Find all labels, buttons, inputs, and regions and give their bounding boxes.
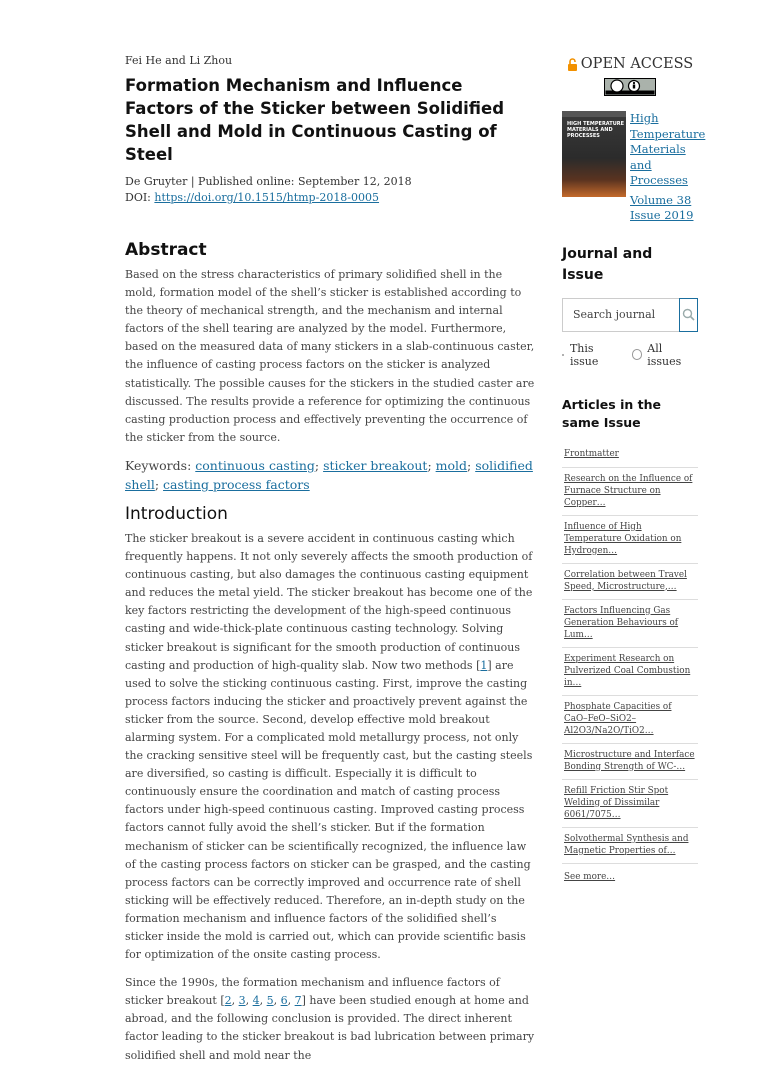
see-more-link[interactable]: See more… xyxy=(564,871,616,882)
list-item xyxy=(562,564,698,600)
radio-all-issues[interactable] xyxy=(632,349,643,360)
sidebar xyxy=(562,54,706,882)
list-item xyxy=(562,744,698,780)
publisher-line: De Gruyter | Published online: September 12, 2018 xyxy=(125,175,412,188)
list-item xyxy=(562,648,698,696)
reference-link[interactable]: 4 xyxy=(252,994,260,1008)
article-link[interactable]: Solvothermal Synthesis and Magnetic Properties of… xyxy=(564,833,689,856)
article-link[interactable]: Influence of High Temperature Oxidation on Hydrogen… xyxy=(564,521,682,556)
cover-band xyxy=(562,111,626,117)
reference-link[interactable]: 1 xyxy=(480,658,488,672)
intro-text: ] are used to solve the sticking continuous casting. First, improve the casting process factors inducing the sticker and proactively prevent against the sticker from the source. Second, develop effective mold breakout alarming system. For a complicated mold metallurgy process, not only the cracking sensitive steel will be frequently cast, but the casting steels are diversified, so casting is difficult. Especially it is difficult to continuously ensure the coordination and match of casting process factors under high-speed continuous casting. Improved casting process factors cannot fully avoid the shell’s sticker. But if the formation mechanism of sticker can be scientifically recognized, the influence law of the casting process factors on sticker can be grasped, and the casting process factors can be correctly improved and occurrence rate of shell sticking will be effectively reduced. Therefore, an in-depth study on the formation mechanism and influence factors of the solidified shell’s sticker inside the mold is carried out, which can provide scientific basis for optimization of the onsite casting process. xyxy=(125,658,533,962)
list-item xyxy=(562,600,698,648)
list-item xyxy=(562,442,698,468)
articles-list xyxy=(562,442,698,864)
article-main xyxy=(125,54,535,1065)
keyword-link[interactable]: continuous casting xyxy=(195,457,315,473)
volume-issue-link[interactable]: Volume 38 Issue 2019 xyxy=(630,192,694,222)
article-title: Formation Mechanism and Influence Factors of the Sticker between Solidified Shell and Mold in Continuous Casting of Steel xyxy=(125,76,505,164)
journal-issue-heading: Journal and Issue xyxy=(562,245,653,283)
introduction-heading: Introduction xyxy=(125,503,228,524)
journal-info xyxy=(630,111,705,224)
reference-link[interactable]: 2 xyxy=(224,994,232,1008)
radio-this-issue-label[interactable]: This issue xyxy=(569,341,599,368)
journal-name-link[interactable]: High Temperature Materials and Processes xyxy=(630,111,706,187)
article-link[interactable]: Phosphate Capacities of CaO–FeO–SiO2–Al2O3/Na2O/TiO2… xyxy=(564,701,672,736)
articles-heading: Articles in the same Issue xyxy=(562,396,661,430)
intro-paragraph-1 xyxy=(125,530,535,964)
abstract-text: Based on the stress characteristics of primary solidified shell in the mold, formation model of the shell’s sticker is established according to the theory of mechanical strength, and the mechanism and internal factors of the shell tearing are analyzed by the model. Furthermore, based on the measured data of many stickers in a slab-continuous caster, the influence of casting process factors on the sticker is analyzed statistically. The possible causes for the stickers in the studied caster are discussed. The results provide a reference for optimizing the continuous casting production process and effectively preventing the occurrence of the sticker from the source. xyxy=(125,268,535,444)
journal-search xyxy=(562,298,698,332)
creative-commons-license-icon[interactable] xyxy=(604,78,656,96)
abstract-heading: Abstract xyxy=(125,240,207,260)
keywords-label: Keywords: xyxy=(125,457,192,473)
see-more xyxy=(564,872,698,882)
reference-link[interactable]: 5 xyxy=(266,994,274,1008)
list-item xyxy=(562,468,698,516)
doi-label: DOI: xyxy=(125,191,151,204)
doi-line xyxy=(125,190,535,206)
article-link[interactable]: Factors Influencing Gas Generation Behaviours of Lum… xyxy=(564,605,679,640)
intro-text: ] have been studied enough at home and abroad, and the following conclusion is provided. The direct inherent factor leading to the sticker breakout is bad lubrication between primary solidified shell and mold near the xyxy=(125,994,535,1062)
open-access-label: OPEN ACCESS xyxy=(580,56,694,72)
article-link[interactable]: Refill Friction Stir Spot Welding of Dissimilar 6061/7075… xyxy=(564,785,669,820)
radio-this-issue[interactable] xyxy=(562,354,564,356)
reference-link[interactable]: 7 xyxy=(294,994,302,1008)
keywords: Keywords: continuous casting; sticker breakout; mold; solidified shell; casting process factors xyxy=(125,457,533,492)
keyword-link[interactable]: solidified shell xyxy=(125,457,533,492)
article-link[interactable]: Correlation between Travel Speed, Microstructure,… xyxy=(564,569,687,592)
cover-title: HIGH TEMPERATURE MATERIALS AND PROCESSES xyxy=(567,121,625,139)
reference-link[interactable]: 3 xyxy=(238,994,246,1008)
doi-link[interactable]: https://doi.org/10.1515/htmp-2018-0005 xyxy=(154,191,380,204)
intro-text: The sticker breakout is a severe accident in continuous casting which frequently happens. It not only severely affects the smooth production of continuous casting, but also damages the continuous casting equipment and reduces the metal yield. The sticker breakout has become one of the key factors restricting the development of the high-speed continuous casting and wide-thick-plate continuous casting technology. Solving sticker breakout is significant for the smooth production of continuous casting and production of high-quality slab. Now two methods [ xyxy=(125,531,533,672)
intro-text: Since the 1990s, the formation mechanism and influence factors of sticker breakout [ xyxy=(125,976,500,1008)
search-input[interactable] xyxy=(563,299,679,331)
list-item xyxy=(562,828,698,864)
reference-link[interactable]: 6 xyxy=(280,994,288,1008)
journal-cover-image[interactable] xyxy=(562,111,626,197)
journal-card xyxy=(562,111,706,224)
open-access-badge xyxy=(562,56,698,72)
search-scope xyxy=(562,342,698,368)
open-lock-icon xyxy=(567,58,578,71)
article-authors: Fei He and Li Zhou xyxy=(125,54,233,67)
intro-paragraph-2: Since the 1990s, the formation mechanism and influence factors of sticker breakout [2, 3, 4, 5, 6, 7] have been studied enough at home and abroad, and the following conclusion is provided. The direct inherent factor leading to the sticker breakout is bad lubrication between primary solidified shell and mold near the xyxy=(125,976,535,1062)
search-icon xyxy=(682,308,695,321)
keyword-link[interactable]: sticker breakout xyxy=(323,457,428,473)
list-item xyxy=(562,696,698,744)
article-link[interactable]: Research on the Influence of Furnace Structure on Copper… xyxy=(564,473,693,508)
search-button[interactable] xyxy=(679,298,698,332)
list-item xyxy=(562,516,698,564)
article-link[interactable]: Frontmatter xyxy=(564,448,619,459)
article-link[interactable]: Microstructure and Interface Bonding Strength of WC-… xyxy=(564,749,695,772)
list-item xyxy=(562,780,698,828)
keyword-link[interactable]: mold xyxy=(435,457,468,473)
keyword-link[interactable]: casting process factors xyxy=(163,476,310,492)
radio-all-issues-label[interactable]: All issues xyxy=(647,341,682,368)
article-link[interactable]: Experiment Research on Pulverized Coal Combustion in… xyxy=(564,653,691,688)
